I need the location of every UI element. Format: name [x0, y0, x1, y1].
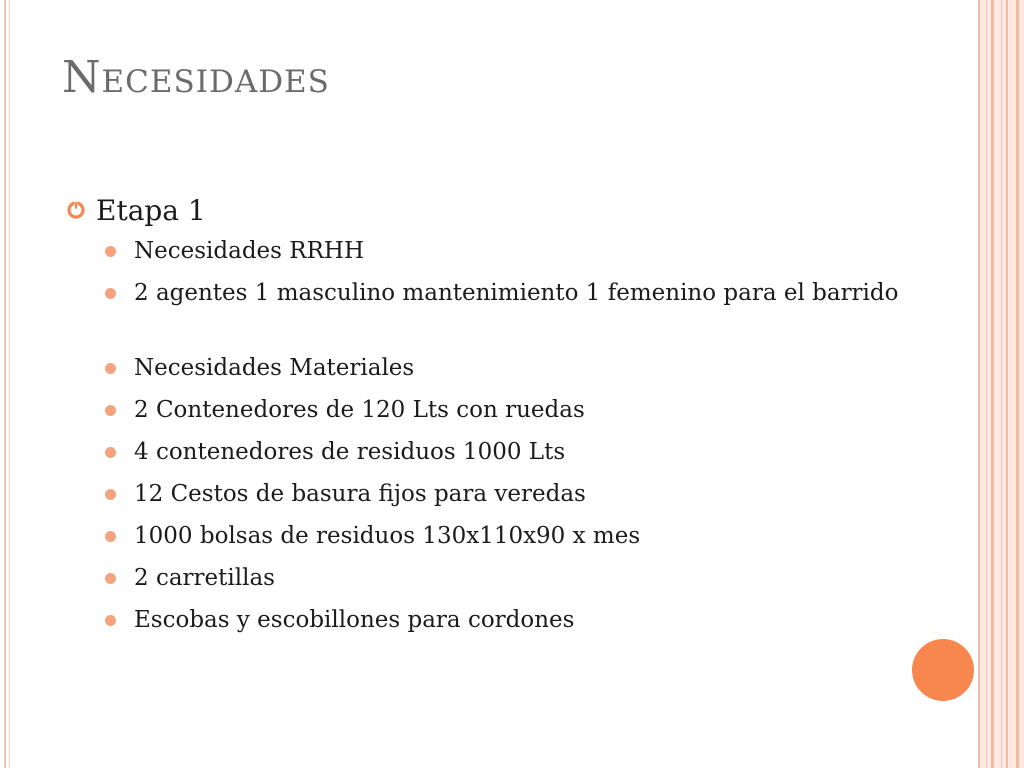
bullet-dot-icon — [105, 573, 116, 584]
right-decor-line — [1001, 0, 1002, 768]
left-rule-line — [9, 0, 10, 768]
left-rule-line — [4, 0, 6, 768]
right-decor-line — [1006, 0, 1008, 768]
bullet-dot-icon — [105, 288, 116, 299]
list-item: Escobas y escobillones para cordones — [66, 603, 946, 637]
slide-body — [66, 188, 946, 645]
right-decor-line — [1016, 0, 1019, 768]
list-item: 2 Contenedores de 120 Lts con ruedas — [66, 393, 946, 427]
decorative-circle — [912, 639, 974, 701]
ring-bullet-icon — [66, 200, 86, 220]
right-decor-line — [978, 0, 980, 768]
right-decor-line — [986, 0, 987, 768]
bullet-dot-icon — [105, 363, 116, 374]
bullet-dot-icon — [105, 447, 116, 458]
section-heading: Etapa 1 — [96, 193, 206, 227]
list-item: Necesidades RRHH — [66, 234, 946, 268]
bullet-dot-icon — [105, 246, 116, 257]
bullet-dot-icon — [105, 405, 116, 416]
list-item: 1000 bolsas de residuos 130x110x90 x mes — [66, 519, 946, 553]
list-item: 4 contenedores de residuos 1000 Lts — [66, 435, 946, 469]
list-item: 2 carretillas — [66, 561, 946, 595]
section-heading-row — [66, 188, 946, 232]
list-item: 12 Cestos de basura fijos para veredas — [66, 477, 946, 511]
bullet-dot-icon — [105, 489, 116, 500]
list-item: Necesidades Materiales — [66, 351, 946, 385]
slide-title: Necesidades — [62, 52, 330, 103]
list-item: 2 agentes 1 masculino mantenimiento 1 femenino para el barrido — [66, 276, 946, 310]
bullet-dot-icon — [105, 531, 116, 542]
bullet-list — [66, 234, 946, 637]
right-decor-line — [991, 0, 994, 768]
bullet-dot-icon — [105, 615, 116, 626]
